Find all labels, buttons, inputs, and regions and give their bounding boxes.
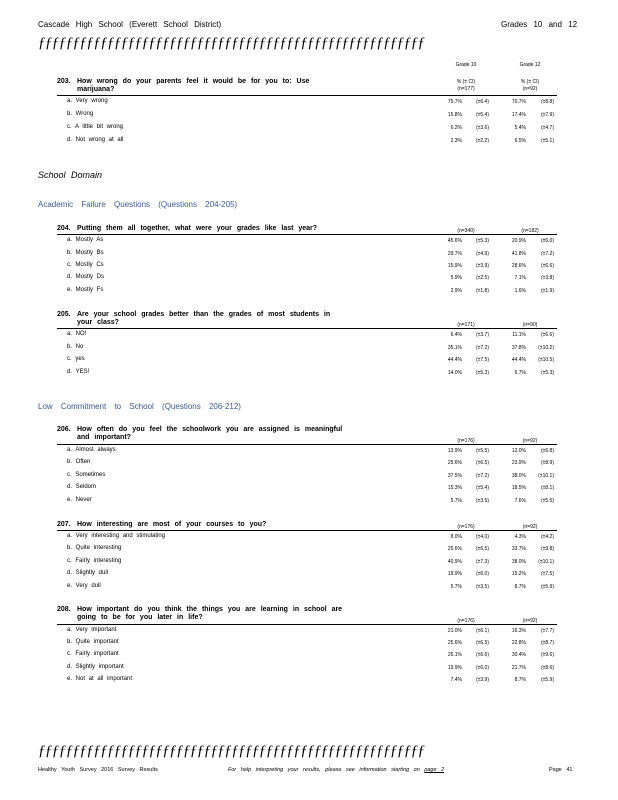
grade12-value: 70.7% (511, 99, 526, 105)
grade12-ci: (±4.2) (540, 534, 554, 540)
question-text-line1: How often do you feel the schoolwork you are assigned is meaningful (77, 426, 343, 433)
grade10-value: 21.0% (447, 628, 462, 634)
grade10-n: (n=171) (457, 322, 475, 328)
option-label: b. Wrong (67, 111, 94, 117)
grade10-value: 8.0% (450, 534, 462, 540)
grade12-value: 28.6% (511, 263, 526, 269)
grade12-ci: (±8.7) (540, 640, 554, 646)
grade10-value: 6.4% (450, 332, 462, 338)
grade10-ci: (±6.4) (475, 99, 489, 105)
grade12-value: 7.1% (514, 275, 526, 281)
grade10-ci: (±7.5) (475, 357, 489, 363)
grade10-value: 5.7% (450, 498, 462, 504)
grade10-n: (n=176) (457, 524, 475, 530)
grade12-ci: (±5.9) (540, 677, 554, 683)
grade10-ci: (±4.0) (475, 534, 489, 540)
grade12-value: 11.1% (512, 332, 526, 338)
grade10-value: 40.9% (447, 559, 462, 565)
grade10-ci: (±5.3) (475, 370, 489, 376)
question-204 (57, 225, 317, 233)
question-number: 203. (57, 78, 71, 85)
grade12-ci: (±7.9) (540, 112, 554, 118)
grade12-pct-label: % (± CI) (520, 79, 540, 85)
grade12-ci: (±10.5) (538, 357, 554, 363)
grade12-value: 17.4% (511, 112, 526, 118)
option-label: c. Sometimes (67, 472, 106, 478)
domain-title: School Domain (38, 170, 103, 180)
option-label: d. Slightly important (67, 664, 124, 670)
grade12-ci: (±7.2) (540, 251, 554, 257)
grade10-value: 19.9% (447, 665, 462, 671)
grade12-value: 44.4% (511, 357, 526, 363)
grade12-value: 21.7% (511, 665, 526, 671)
subsection-academic-failure: Academic Failure Questions (Questions 204-205) (38, 200, 238, 209)
grade12-value: 23.9% (511, 460, 526, 466)
question-number: 207. (57, 521, 71, 528)
grade10-ci: (±6.0) (475, 665, 489, 671)
grade10-value: 15.3% (447, 485, 462, 491)
grades-label: Grades 10 and 12 (501, 20, 578, 29)
question-207 (57, 521, 266, 529)
question-text-line2: your class? (77, 319, 119, 326)
grade10-ci: (±7.2) (475, 345, 489, 351)
grade10-value: 2.9% (450, 288, 462, 294)
option-label: b. Mostly Bs (67, 250, 104, 256)
option-label: c. Mostly Cs (67, 262, 104, 268)
question-number: 208. (57, 606, 71, 613)
grade12-ci: (±7.7) (540, 628, 554, 634)
option-label: c. A little bit wrong (67, 124, 124, 130)
grade10-value: 37.5% (447, 473, 462, 479)
grade10-ci: (±3.9) (475, 677, 489, 683)
grade12-value: 38.0% (511, 559, 526, 565)
grade12-ci: (±3.8) (540, 275, 554, 281)
grade12-value: 20.9% (511, 238, 526, 244)
subsection-low-commitment: Low Commitment to School (Questions 206-212) (38, 402, 241, 411)
footer-help-text: For help interpreting your results, please see information starting on (228, 767, 420, 773)
grade12-value: 8.7% (514, 584, 526, 590)
question-208 (57, 606, 342, 622)
grade12-ci: (±8.6) (540, 665, 554, 671)
grade12-ci: (±7.5) (540, 571, 554, 577)
grade10-ci: (±6.5) (475, 460, 489, 466)
grade12-n: (n=92) (522, 86, 538, 92)
grade10-ci: (±1.8) (475, 288, 489, 294)
footer-rule: ƒƒƒƒƒƒƒƒƒƒƒƒƒƒƒƒƒƒƒƒƒƒƒƒƒƒƒƒƒƒƒƒƒƒƒƒƒƒƒƒƒƒƒƒƒƒƒƒƒƒƒƒƒƒƒƒ (38, 744, 425, 759)
grade10-ci: (±5.4) (475, 485, 489, 491)
grade10-ci: (±2.5) (475, 275, 489, 281)
grade10-ci: (±6.5) (475, 640, 489, 646)
grade10-header: Grade 10 (455, 62, 477, 68)
grade12-n: (n=92) (522, 618, 538, 624)
question-number: 205. (57, 311, 71, 318)
grade10-value: 7.4% (450, 677, 462, 683)
grade12-value: 6.7% (514, 370, 526, 376)
question-text-line1: How important do you think the things you are learning in school are (77, 606, 343, 613)
grade10-ci: (±3.5) (475, 584, 489, 590)
grade10-ci: (±5.3) (475, 238, 489, 244)
question-text-line2: going to be for you later in life? (77, 614, 203, 621)
grade12-ci: (±5.9) (540, 584, 554, 590)
option-label: b. Quite important (67, 639, 119, 645)
grade12-value: 22.8% (511, 640, 526, 646)
grade10-value: 13.9% (447, 448, 462, 454)
option-label: a. NO! (67, 331, 87, 337)
option-label: b. No (67, 344, 84, 350)
grade12-value: 7.6% (514, 498, 526, 504)
grade10-ci: (±2.2) (475, 138, 489, 144)
footer-page-link[interactable]: page 2 (424, 767, 445, 773)
option-label: d. Slightly dull (67, 570, 109, 576)
grade12-ci: (±10.1) (538, 473, 554, 479)
grade12-ci: (±9.8) (540, 546, 554, 552)
question-number: 206. (57, 426, 71, 433)
grade12-ci: (±9.6) (540, 652, 554, 658)
grade10-n: (n=176) (457, 618, 475, 624)
grade10-ci: (±6.5) (475, 546, 489, 552)
header-rule: ƒƒƒƒƒƒƒƒƒƒƒƒƒƒƒƒƒƒƒƒƒƒƒƒƒƒƒƒƒƒƒƒƒƒƒƒƒƒƒƒƒƒƒƒƒƒƒƒƒƒƒƒƒƒƒƒ (38, 36, 425, 51)
grade12-ci: (±5.5) (540, 498, 554, 504)
page-number: Page 41 (549, 767, 573, 773)
question-underline (57, 624, 557, 625)
grade12-value: 41.8% (511, 251, 526, 257)
grade12-value: 18.5% (511, 485, 526, 491)
question-underline (57, 530, 557, 531)
question-number: 204. (57, 225, 71, 232)
grade10-ci: (±5.5) (475, 448, 489, 454)
grade10-ci: (±4.9) (475, 251, 489, 257)
option-label: b. Often (67, 459, 91, 465)
grade12-ci: (±10.1) (538, 559, 554, 565)
grade12-ci: (±5.3) (540, 370, 554, 376)
grade12-ci: (±10.2) (538, 345, 554, 351)
grade12-ci: (±6.8) (540, 448, 554, 454)
grade12-ci: (±8.1) (540, 485, 554, 491)
grade10-ci: (±6.6) (475, 652, 489, 658)
option-label: d. YES! (67, 369, 90, 375)
grade10-n: (n=177) (457, 86, 475, 92)
grade12-ci: (±1.9) (540, 288, 554, 294)
grade12-ci: (±8.9) (540, 460, 554, 466)
option-label: a. Mostly As (67, 237, 104, 243)
grade12-n: (n=92) (522, 524, 538, 530)
grade10-value: 6.2% (450, 125, 462, 131)
grade12-value: 12.0% (511, 448, 526, 454)
grade10-value: 44.4% (447, 357, 462, 363)
question-text-line1: Putting them all together, what were your grades like last year? (77, 225, 318, 232)
grade12-value: 37.8% (511, 345, 526, 351)
grade12-value: 16.3% (511, 628, 526, 634)
grade12-value: 15.2% (511, 571, 526, 577)
grade12-n: (n=182) (521, 228, 539, 234)
grade10-value: 35.1% (447, 345, 462, 351)
grade10-ci: (±5.4) (475, 112, 489, 118)
question-text-line1: How interesting are most of your courses to you? (77, 521, 267, 528)
option-label: a. Very important (67, 627, 117, 633)
grade10-ci: (±3.6) (475, 125, 489, 131)
question-underline (57, 95, 557, 96)
school-name: Cascade High School (Everett School District) (38, 20, 222, 29)
grade12-value: 6.5% (514, 138, 526, 144)
question-206 (57, 426, 342, 442)
grade10-value: 2.3% (450, 138, 462, 144)
question-text-line2: marijuana? (77, 86, 115, 93)
grade10-pct-label: % (± CI) (456, 79, 476, 85)
grade10-ci: (±3.7) (475, 332, 489, 338)
option-label: e. Very dull (67, 583, 101, 589)
question-text-line2: and important? (77, 434, 131, 441)
grade10-ci: (±6.1) (475, 628, 489, 634)
grade12-ci: (±8.8) (540, 99, 554, 105)
grade10-value: 25.6% (447, 546, 462, 552)
question-text-line1: How wrong do your parents feel it would be for you to: Use (77, 78, 310, 85)
grade12-value: 5.4% (514, 125, 526, 131)
option-label: a. Almost always (67, 447, 116, 453)
question-underline (57, 444, 557, 445)
grade12-n: (n=92) (522, 438, 538, 444)
option-label: d. Not wrong at all (67, 137, 124, 143)
grade10-value: 19.9% (447, 571, 462, 577)
grade12-ci: (±6.0) (540, 238, 554, 244)
grade10-value: 14.0% (447, 370, 462, 376)
grade10-value: 45.6% (447, 238, 462, 244)
grade10-ci: (±7.3) (475, 559, 489, 565)
grade10-n: (n=340) (457, 228, 475, 234)
option-label: a. Very interesting and stimulating (67, 533, 166, 539)
question-underline (57, 234, 557, 235)
option-label: d. Seldom (67, 484, 97, 490)
question-underline (57, 328, 557, 329)
grade10-n: (n=176) (457, 438, 475, 444)
grade10-ci: (±3.9) (475, 263, 489, 269)
option-label: c. Fairly important (67, 651, 119, 657)
option-label: a. Very wrong (67, 98, 108, 104)
question-205 (57, 311, 330, 327)
grade12-header: Grade 12 (519, 62, 541, 68)
grade12-value: 4.3% (514, 534, 526, 540)
question-text-line1: Are your school grades better than the grades of most students in (77, 311, 331, 318)
grade10-value: 5.7% (450, 584, 462, 590)
grade12-ci: (±4.7) (540, 125, 554, 131)
grade10-value: 75.7% (447, 99, 462, 105)
question-203 (57, 78, 309, 94)
option-label: e. Mostly Fs (67, 287, 104, 293)
option-label: e. Not at all important (67, 676, 133, 682)
grade10-value: 15.8% (447, 112, 462, 118)
grade12-ci: (±6.6) (540, 263, 554, 269)
grade10-value: 15.9% (447, 263, 462, 269)
grade12-value: 8.7% (514, 677, 526, 683)
grade12-ci: (±6.6) (540, 332, 554, 338)
grade12-value: 1.6% (514, 288, 526, 294)
grade10-ci: (±3.5) (475, 498, 489, 504)
grade10-ci: (±7.2) (475, 473, 489, 479)
grade10-value: 29.7% (447, 251, 462, 257)
grade10-value: 26.1% (447, 652, 462, 658)
grade12-n: (n=90) (522, 322, 538, 328)
grade10-value: 25.6% (447, 460, 462, 466)
grade12-ci: (±5.1) (540, 138, 554, 144)
option-label: c. Fairly interesting (67, 558, 122, 564)
footer-help (228, 767, 444, 773)
grade12-value: 33.7% (511, 546, 526, 552)
grade10-value: 25.6% (447, 640, 462, 646)
option-label: c. yes (67, 356, 85, 362)
option-label: d. Mostly Ds (67, 274, 105, 280)
grade10-ci: (±6.0) (475, 571, 489, 577)
footer-left: Healthy Youth Survey 2016 Survey Results (38, 767, 158, 773)
option-label: b. Quite interesting (67, 545, 122, 551)
grade10-value: 5.9% (450, 275, 462, 281)
grade12-value: 30.4% (511, 652, 526, 658)
grade12-value: 38.0% (511, 473, 526, 479)
option-label: e. Never (67, 497, 92, 503)
